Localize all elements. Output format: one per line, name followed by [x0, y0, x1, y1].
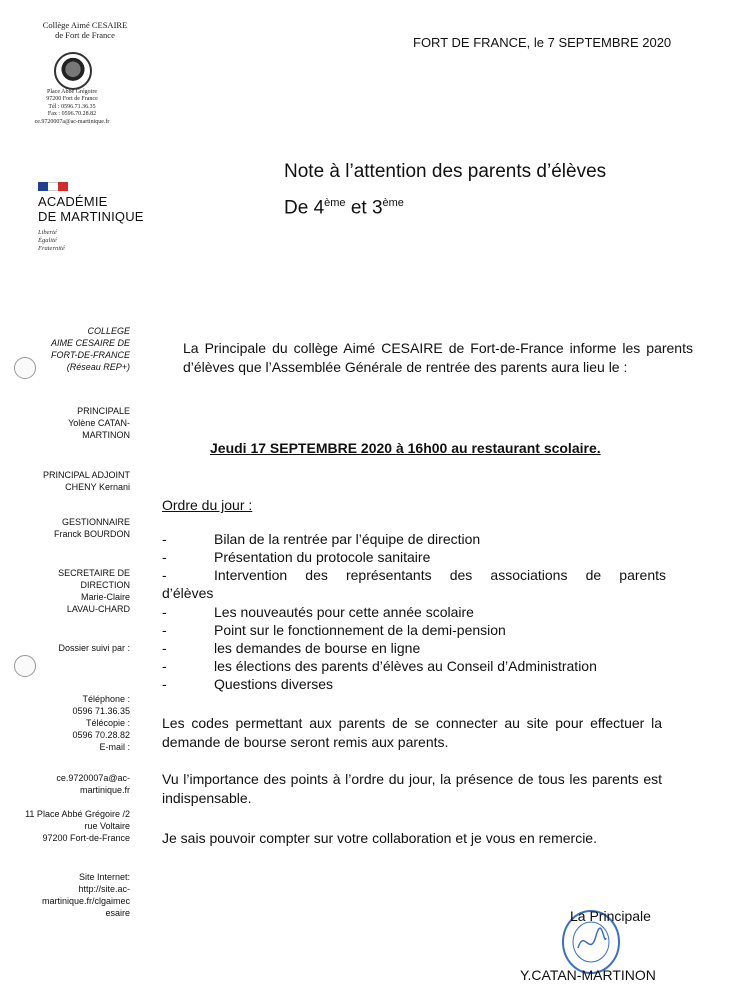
address-line: 97200 Fort de France	[46, 96, 98, 103]
contact-block	[30, 693, 130, 753]
bullet-dash: -	[162, 567, 167, 583]
intro-paragraph: La Principale du collège Aimé CESAIRE de Fort-de-France informe les parents d’élèves que l’Assemblée Générale de rentrée des parents aura lieu le :	[183, 340, 693, 375]
item-text: Point sur le fonctionnement de la demi-pension	[214, 622, 506, 638]
leftcol-line: martinique.fr/clgaimec	[41, 896, 130, 906]
leftcol-line: 97200 Fort-de-France	[42, 833, 130, 843]
leftcol-line: esaire	[105, 908, 130, 918]
leftcol-line: PRINCIPAL ADJOINT	[42, 470, 130, 480]
bullet-dash: -	[162, 640, 167, 656]
leftcol-line: COLLEGE	[87, 326, 130, 336]
leftcol-line: Site Internet:	[78, 872, 130, 882]
leftcol-line: ce.9720007a@ac-	[56, 773, 130, 783]
leftcol-line: 0596 70.28.82	[72, 730, 130, 740]
leftcol-line: Télécopie :	[85, 718, 130, 728]
subtitle-part: De 4	[284, 197, 325, 219]
subtitle-part: et 3	[345, 197, 383, 219]
academie-line1: ACADÉMIE	[38, 194, 108, 209]
date-line: FORT DE FRANCE, le 7 SEPTEMBRE 2020	[413, 35, 672, 50]
item-text: Présentation du protocole sanitaire	[214, 549, 431, 565]
college-portrait-logo-icon	[54, 52, 92, 90]
item-text: les demandes de bourse en ligne	[214, 640, 421, 656]
address-line: ce.9720007a@ac-martinique.fr	[34, 118, 110, 125]
address-line: Place Abbé Grégoire	[47, 89, 97, 95]
subtitle-sup: ème	[382, 197, 404, 209]
leftcol-line: Franck BOURDON	[53, 529, 130, 539]
leftcol-line: AIME CESAIRE DE	[50, 338, 130, 348]
codes-paragraph: Les codes permettant aux parents de se connecter au site pour effectuer la demande de bourse seront remis aux parents.	[162, 715, 662, 750]
college-block	[30, 325, 130, 373]
motto-fraternite: Fraternité	[38, 245, 65, 252]
leftcol-line: MARTINON	[82, 430, 130, 440]
bullet-dash: -	[162, 604, 167, 620]
leftcol-line: E-mail :	[99, 742, 130, 752]
ordre-du-jour-label: Ordre du jour :	[162, 497, 253, 513]
leftcol-line: PRINCIPALE	[77, 406, 130, 416]
item-continuation: d’élèves	[162, 585, 214, 601]
leftcol-line: martinique.fr	[79, 785, 130, 795]
importance-paragraph: Vu l’importance des points à l’ordre du jour, la présence de tous les parents est indispensable.	[162, 771, 662, 806]
adjoint-block	[10, 469, 130, 493]
leftcol-line: CHENY Kernani	[65, 482, 130, 492]
subtitle-sup: ème	[324, 197, 346, 209]
address-line: Fax : 0596.70.28.82	[47, 111, 97, 118]
bullet-dash: -	[162, 658, 167, 674]
motto-egalite: Égalité	[38, 237, 57, 244]
leftcol-line: http://site.ac-	[78, 884, 130, 894]
item-text: Les nouveautés pour cette année scolaire	[214, 604, 474, 620]
item-text: les élections des parents d’élèves au Conseil d’Administration	[214, 658, 597, 674]
bullet-dash: -	[162, 549, 167, 565]
leftcol-line: rue Voltaire	[84, 821, 130, 831]
principale-block	[30, 405, 130, 441]
document-subtitle	[284, 197, 404, 219]
leftcol-line: 0596 71.36.35	[72, 706, 130, 716]
motto-liberte: Liberté	[38, 229, 57, 236]
college-name: Collège Aimé CESAIRE	[42, 20, 128, 30]
item-text: Questions diverses	[214, 676, 334, 692]
item-text: Bilan de la rentrée par l’équipe de direction	[214, 531, 481, 547]
bullet-dash: -	[162, 531, 167, 547]
leftcol-line: 11 Place Abbé Grégoire /2	[25, 809, 130, 819]
bullet-dash: -	[162, 622, 167, 638]
academie-line2: DE MARTINIQUE	[38, 209, 144, 224]
signature-name: Y.CATAN-MARTINON	[520, 967, 656, 983]
document-title: Note à l’attention des parents d’élèves	[284, 161, 607, 182]
site-block	[20, 871, 130, 919]
agenda-list	[0, 530, 700, 695]
leftcol-line: Yolène CATAN-	[68, 418, 130, 428]
thanks-paragraph: Je sais pouvoir compter sur votre collaboration et je vous en remercie.	[162, 830, 597, 846]
event-date: Jeudi 17 SEPTEMBRE 2020 à 16h00 au restaurant scolaire.	[210, 440, 601, 456]
leftcol-line: LAVAU-CHARD	[66, 604, 130, 614]
bullet-dash: -	[162, 676, 167, 692]
leftcol-line: Marie-Claire	[80, 592, 130, 602]
college-city: de Fort de France	[55, 30, 115, 40]
dossier-label: Dossier suivi par :	[58, 643, 130, 653]
email-block	[30, 772, 130, 796]
item-text: Intervention des représentants des associations de parents	[214, 567, 666, 583]
republic-motto	[38, 229, 65, 253]
address-line: Tél : 0596.71.36.35	[48, 103, 96, 110]
punch-hole	[14, 357, 36, 379]
address-block	[4, 808, 130, 844]
marianne-flag-icon	[38, 182, 68, 191]
leftcol-line: SECRETAIRE DE	[58, 568, 130, 578]
college-address	[8, 89, 136, 126]
leftcol-line: (Réseau REP+)	[66, 362, 130, 372]
signature-title: La Principale	[570, 908, 651, 924]
leftcol-line: Téléphone :	[82, 694, 130, 704]
leftcol-line: DIRECTION	[80, 580, 130, 590]
leftcol-line: FORT-DE-FRANCE	[50, 350, 130, 360]
college-header	[10, 20, 160, 40]
academie-logo-text	[38, 194, 144, 224]
leftcol-line: GESTIONNAIRE	[61, 517, 130, 527]
